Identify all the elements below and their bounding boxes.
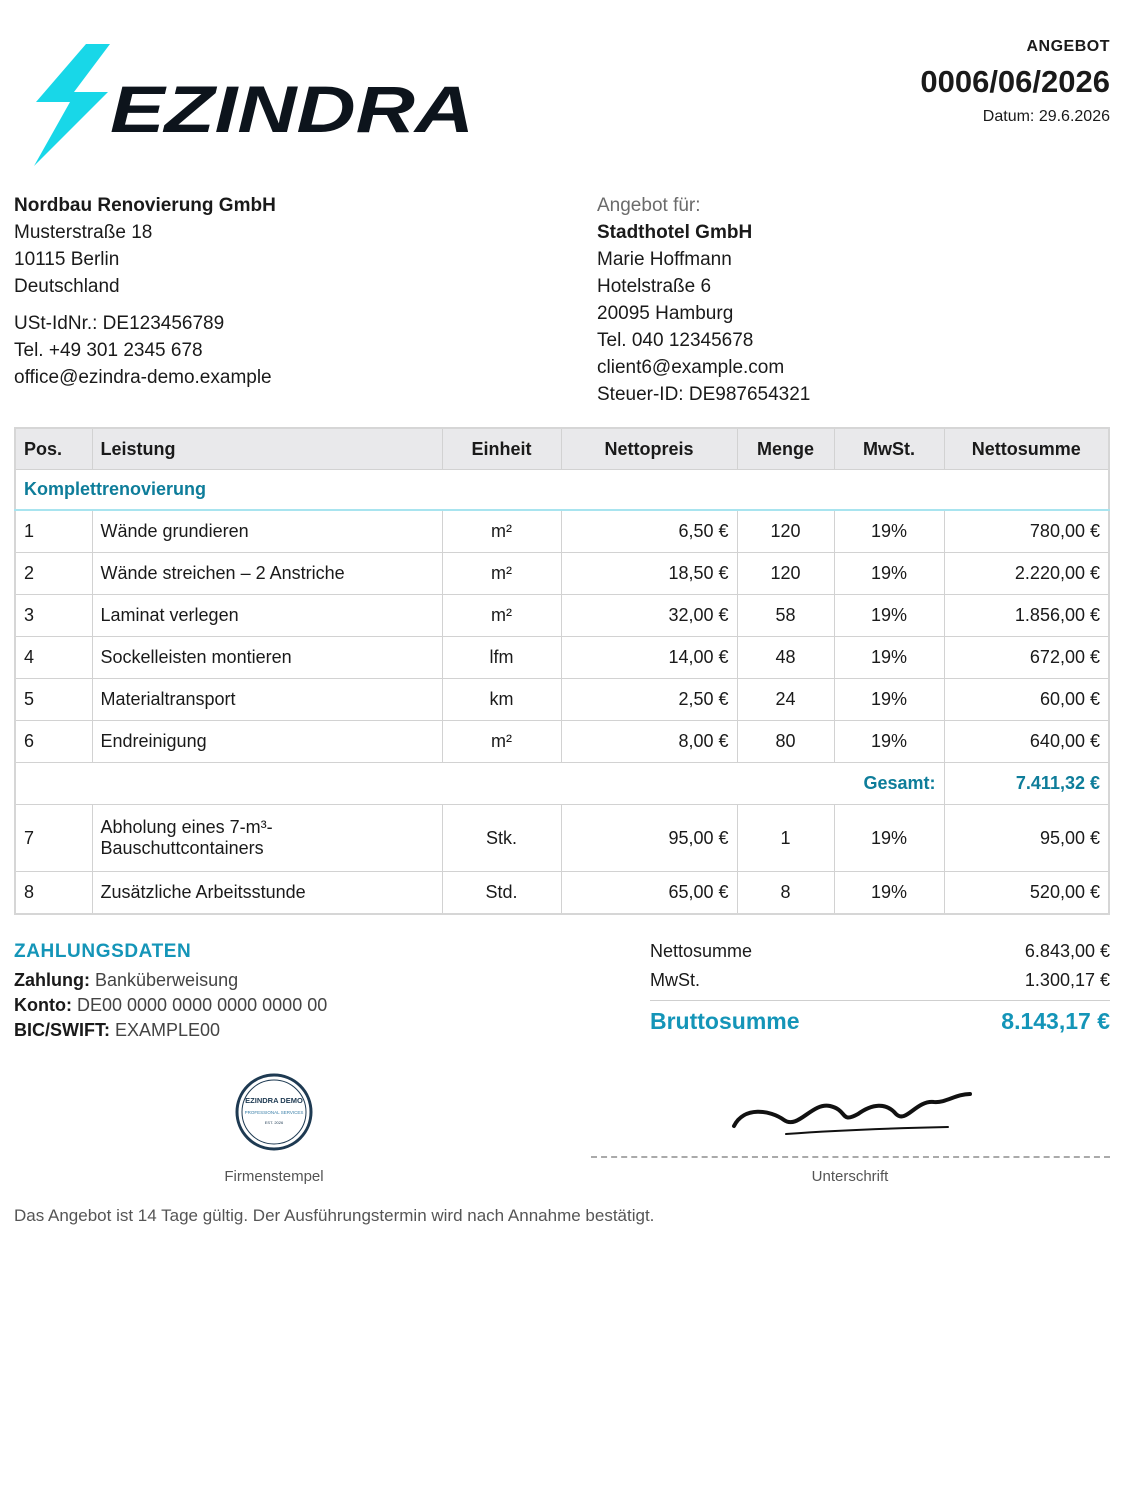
vat-total-row — [650, 968, 1110, 997]
payment-bic-value: EXAMPLE00 — [115, 1020, 221, 1040]
stamp-label: Firmenstempel — [224, 1168, 324, 1185]
row-net-total: 520,00 € — [944, 872, 1109, 915]
row-vat: 19% — [834, 679, 944, 721]
row-unit-price: 18,50 € — [561, 553, 737, 595]
sender-street: Musterstraße 18 — [14, 222, 153, 243]
sender-city: 10115 Berlin — [14, 249, 120, 270]
row-vat: 19% — [834, 872, 944, 915]
row-quantity: 120 — [737, 553, 834, 595]
row-pos: 6 — [15, 721, 92, 763]
row-quantity: 48 — [737, 637, 834, 679]
recipient-city: 20095 Hamburg — [597, 303, 734, 324]
lightning-bolt-icon — [34, 44, 110, 166]
recipient-contact: Marie Hoffmann — [597, 249, 732, 270]
row-unit-price: 65,00 € — [561, 872, 737, 915]
net-total-label: Nettosumme — [650, 941, 753, 961]
handwritten-signature — [720, 1080, 980, 1140]
row-description: Materialtransport — [92, 679, 442, 721]
table-row — [15, 805, 1109, 872]
row-description: Abholung eines 7-m³-Bauschuttcontainers — [92, 805, 442, 872]
table-row — [15, 595, 1109, 637]
signature-label: Unterschrift — [811, 1168, 889, 1185]
row-net-total: 60,00 € — [944, 679, 1109, 721]
company-stamp — [234, 1072, 314, 1152]
row-pos: 7 — [15, 805, 92, 872]
header-pos: Pos. — [15, 428, 92, 470]
svg-text:EST. 2026: EST. 2026 — [264, 1120, 284, 1125]
row-net-total: 640,00 € — [944, 721, 1109, 763]
section-total-label: Gesamt: — [15, 763, 944, 805]
row-pos: 2 — [15, 553, 92, 595]
header-unit: Einheit — [442, 428, 561, 470]
gross-total-value: 8.143,17 € — [1001, 1008, 1110, 1034]
table-header-row — [15, 428, 1109, 470]
gross-total-row — [650, 1009, 1110, 1038]
table-row — [15, 721, 1109, 763]
row-quantity: 58 — [737, 595, 834, 637]
company-logo — [12, 42, 482, 172]
row-unit-price: 6,50 € — [561, 510, 737, 553]
section-title: Komplettrenovierung — [15, 470, 1109, 511]
recipient-phone: Tel. 040 12345678 — [597, 330, 754, 351]
row-unit-price: 32,00 € — [561, 595, 737, 637]
payment-method-label: Zahlung: — [14, 970, 90, 990]
row-unit-price: 95,00 € — [561, 805, 737, 872]
row-pos: 1 — [15, 510, 92, 553]
vat-total-label: MwSt. — [650, 970, 701, 990]
header-description: Leistung — [92, 428, 442, 470]
recipient-street: Hotelstraße 6 — [597, 276, 712, 297]
row-net-total: 2.220,00 € — [944, 553, 1109, 595]
row-quantity: 24 — [737, 679, 834, 721]
row-unit: lfm — [442, 637, 561, 679]
payment-bic-line — [14, 1018, 327, 1043]
row-pos: 4 — [15, 637, 92, 679]
row-net-total: 780,00 € — [944, 510, 1109, 553]
sender-phone: Tel. +49 301 2345 678 — [14, 340, 203, 361]
header-unit-price: Nettopreis — [561, 428, 737, 470]
recipient-email: client6@example.com — [597, 357, 785, 378]
row-description: Wände grundieren — [92, 510, 442, 553]
row-unit: Std. — [442, 872, 561, 915]
row-quantity: 8 — [737, 872, 834, 915]
payment-account-line — [14, 993, 327, 1018]
row-pos: 3 — [15, 595, 92, 637]
document-type: ANGEBOT — [1026, 38, 1110, 55]
recipient-address — [597, 192, 810, 408]
row-pos: 8 — [15, 872, 92, 915]
row-quantity: 1 — [737, 805, 834, 872]
row-vat: 19% — [834, 721, 944, 763]
payment-account-value: DE00 0000 0000 0000 0000 00 — [77, 995, 328, 1015]
svg-text:PROFESSIONAL SERVICES: PROFESSIONAL SERVICES — [244, 1110, 304, 1115]
sender-address — [14, 192, 276, 391]
row-vat: 19% — [834, 805, 944, 872]
validity-note: Das Angebot ist 14 Tage gültig. Der Ausführungstermin wird nach Annahme bestätigt. — [14, 1206, 655, 1225]
row-unit: m² — [442, 595, 561, 637]
row-unit: m² — [442, 553, 561, 595]
row-description: Endreinigung — [92, 721, 442, 763]
vat-total-value: 1.300,17 € — [1024, 970, 1110, 990]
row-description: Sockelleisten montieren — [92, 637, 442, 679]
section-total-value: 7.411,32 € — [944, 763, 1109, 805]
logo-wordmark: EZINDRA — [110, 72, 474, 146]
table-row — [15, 637, 1109, 679]
line-items-table — [14, 427, 1110, 915]
gross-total-label: Bruttosumme — [650, 1008, 800, 1034]
document-number: 0006/06/2026 — [920, 64, 1110, 99]
payment-details — [14, 968, 327, 1043]
table-row — [15, 872, 1109, 915]
header-quantity: Menge — [737, 428, 834, 470]
row-vat: 19% — [834, 637, 944, 679]
signature-line — [591, 1156, 1110, 1158]
row-unit: Stk. — [442, 805, 561, 872]
header-vat: MwSt. — [834, 428, 944, 470]
payment-method-value: Banküberweisung — [95, 970, 239, 990]
row-description: Wände streichen – 2 Anstriche — [92, 553, 442, 595]
sender-vat-id: USt-IdNr.: DE123456789 — [14, 313, 225, 334]
row-description: Laminat verlegen — [92, 595, 442, 637]
sender-company: Nordbau Renovierung GmbH — [14, 195, 276, 216]
row-net-total: 672,00 € — [944, 637, 1109, 679]
row-unit-price: 2,50 € — [561, 679, 737, 721]
row-unit: m² — [442, 721, 561, 763]
net-total-row — [650, 939, 1110, 968]
payment-title: ZAHLUNGSDATEN — [14, 941, 192, 962]
row-unit: m² — [442, 510, 561, 553]
table-row — [15, 510, 1109, 553]
sender-country: Deutschland — [14, 276, 120, 297]
recipient-label: Angebot für: — [597, 195, 701, 216]
totals-summary — [650, 939, 1110, 1038]
row-description: Zusätzliche Arbeitsstunde — [92, 872, 442, 915]
row-unit-price: 8,00 € — [561, 721, 737, 763]
header-net-total: Nettosumme — [944, 428, 1109, 470]
net-total-value: 6.843,00 € — [1024, 941, 1110, 961]
row-net-total: 1.856,00 € — [944, 595, 1109, 637]
row-quantity: 120 — [737, 510, 834, 553]
payment-method-line — [14, 968, 327, 993]
section-total-row — [15, 763, 1109, 805]
document-date: Datum: 29.6.2026 — [982, 108, 1110, 125]
payment-account-label: Konto: — [14, 995, 72, 1015]
row-vat: 19% — [834, 510, 944, 553]
row-net-total: 95,00 € — [944, 805, 1109, 872]
row-unit-price: 14,00 € — [561, 637, 737, 679]
recipient-tax-id: Steuer-ID: DE987654321 — [597, 384, 811, 405]
sender-email: office@ezindra-demo.example — [14, 367, 272, 388]
recipient-company: Stadthotel GmbH — [597, 222, 753, 243]
row-unit: km — [442, 679, 561, 721]
row-quantity: 80 — [737, 721, 834, 763]
section-row — [15, 470, 1109, 511]
payment-bic-label: BIC/SWIFT: — [14, 1020, 110, 1040]
table-row — [15, 553, 1109, 595]
table-row — [15, 679, 1109, 721]
row-pos: 5 — [15, 679, 92, 721]
svg-text:EZINDRA DEMO: EZINDRA DEMO — [245, 1096, 303, 1105]
row-vat: 19% — [834, 553, 944, 595]
row-vat: 19% — [834, 595, 944, 637]
